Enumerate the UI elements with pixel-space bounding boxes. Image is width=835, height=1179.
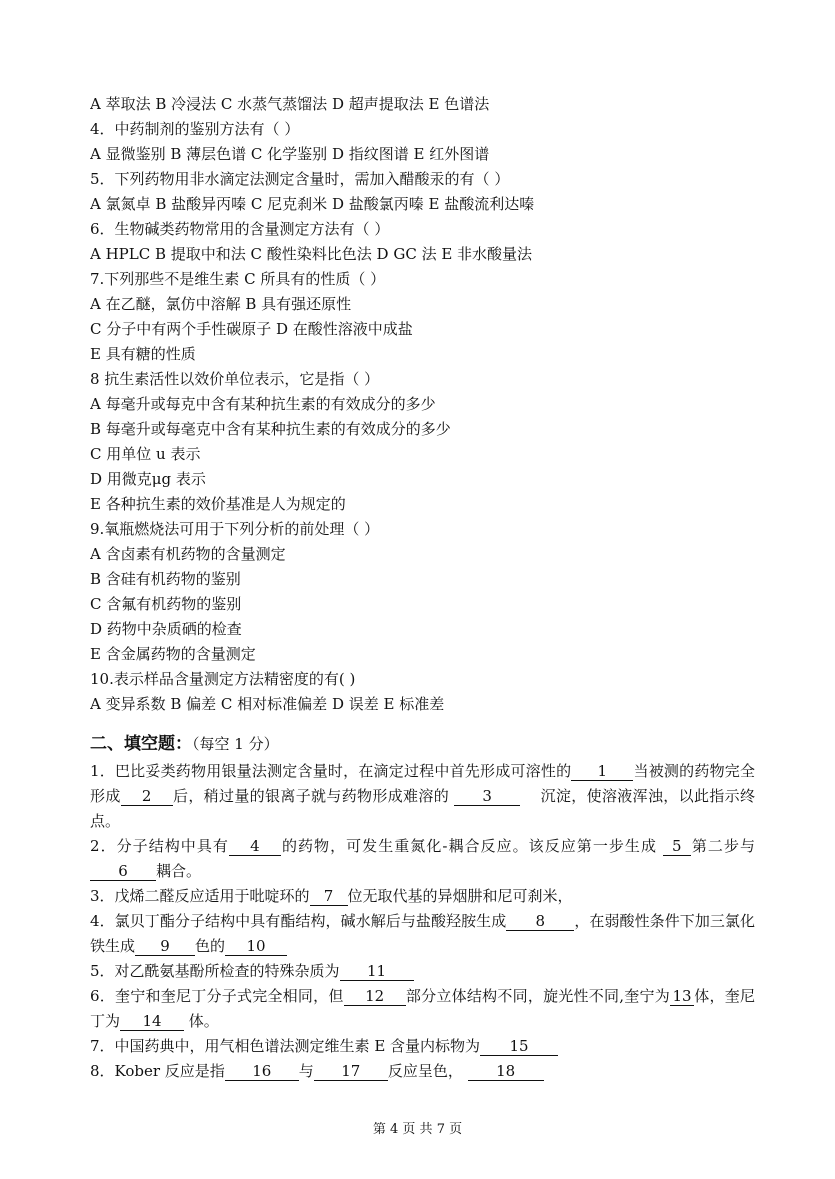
fill-q6-text-d: 体。 xyxy=(188,1012,219,1030)
fill-section-title xyxy=(90,731,755,757)
mc-q4-stem: 4．中药制剂的鉴别方法有（ ） xyxy=(90,120,300,138)
fill-q1-text-c: 后，稍过量的银离子就与药物形成难溶的 xyxy=(172,787,450,805)
mc-q7-option-e: E 具有糖的性质 xyxy=(90,345,196,363)
mc-q9-option-c: C 含氟有机药物的鉴别 xyxy=(90,595,242,613)
blank-5[interactable]: 5 xyxy=(663,837,691,856)
fill-q8-text-a: 8．Kober 反应是指 xyxy=(90,1062,225,1080)
blank-12[interactable]: 12 xyxy=(344,987,406,1006)
fill-title-text: 二、填空题： xyxy=(90,734,192,754)
mc-q9-option-e: E 含金属药物的含量测定 xyxy=(90,645,256,663)
fill-q6-text-b: 部分立体结构不同，旋光性不同,奎宁为 xyxy=(405,987,671,1005)
blank-8[interactable]: 8 xyxy=(506,912,574,931)
mc-q9-option-b: B 含硅有机药物的鉴别 xyxy=(90,570,241,588)
blank-7[interactable]: 7 xyxy=(310,887,348,906)
blank-11[interactable]: 11 xyxy=(340,962,414,981)
blank-3[interactable]: 3 xyxy=(454,787,520,806)
fill-q1-text-d: 沉淀，使溶液浑浊，以此指示终点。 xyxy=(90,787,755,830)
fill-q5-text-a: 5．对乙酰氨基酚所检查的特殊杂质为 xyxy=(90,962,340,980)
blank-15[interactable]: 15 xyxy=(480,1037,558,1056)
fill-q6-text-c: 体，奎尼丁为 xyxy=(90,987,755,1030)
blank-16[interactable]: 16 xyxy=(225,1062,299,1081)
fill-q1-text-a: 1．巴比妥类药物用银量法测定含量时，在滴定过程中首先形成可溶性的 xyxy=(90,762,572,780)
fill-q3-text-b: 位无取代基的异烟肼和尼可刹米， xyxy=(347,887,573,905)
mc-q5-options: A 氯氮卓 B 盐酸异丙嗪 C 尼克刹米 D 盐酸氯丙嗪 E 盐酸流利达嗪 xyxy=(90,195,535,213)
fill-title-note: （每空 1 分） xyxy=(192,735,279,753)
fill-q4-text-c: 色的 xyxy=(195,937,226,955)
fill-q6-text-a: 6．奎宁和奎尼丁分子式完全相同，但 xyxy=(90,987,344,1005)
mc-q4-options: A 显微鉴别 B 薄层色谱 C 化学鉴别 D 指纹图谱 E 红外图谱 xyxy=(90,145,490,163)
mc-q9-option-d: D 药物中杂质硒的检查 xyxy=(90,620,242,638)
blank-6[interactable]: 6 xyxy=(90,862,156,881)
blank-14[interactable]: 14 xyxy=(120,1012,184,1031)
mc-q8-option-b: B 每毫升或每毫克中含有某种抗生素的有效成分的多少 xyxy=(90,420,451,438)
fill-q1 xyxy=(90,759,755,834)
fill-q2-text-c: 第二步与 xyxy=(690,837,755,855)
fill-q8-text-b: 与 xyxy=(298,1062,314,1080)
mc-q9-stem: 9.氧瓶燃烧法可用于下列分析的前处理（ ） xyxy=(90,520,380,538)
fill-q4 xyxy=(90,909,755,959)
mc-q8-stem: 8 抗生素活性以效价单位表示，它是指（ ） xyxy=(90,370,380,388)
fill-q8-text-c: 反应呈色， xyxy=(387,1062,463,1080)
page-footer: 第 4 页 共 7 页 xyxy=(372,1122,463,1137)
fill-q2-text-b: 的药物，可发生重氮化-耦合反应。该反应第一步生成 xyxy=(280,837,658,855)
fill-q2-text-a: 2．分子结构中具有 xyxy=(90,837,229,855)
fill-q6 xyxy=(90,984,755,1034)
mc-q10-stem: 10.表示样品含量测定方法精密度的有( ) xyxy=(90,670,356,688)
fill-q7 xyxy=(90,1034,755,1059)
mc-q7-options-cd: C 分子中有两个手性碳原子 D 在酸性溶液中成盐 xyxy=(90,320,413,338)
blank-17[interactable]: 17 xyxy=(314,1062,388,1081)
mc-q7-stem: 7.下列那些不是维生素 C 所具有的性质（ ） xyxy=(90,270,386,288)
blank-13[interactable]: 13 xyxy=(670,987,694,1006)
fill-q4-text-a: 4．氯贝丁酯分子结构中具有酯结构，碱水解后与盐酸羟胺生成 xyxy=(90,912,507,930)
fill-q8 xyxy=(90,1059,755,1084)
blank-10[interactable]: 10 xyxy=(225,937,287,956)
mc-q5-stem: 5．下列药物用非水滴定法测定含量时，需加入醋酸汞的有（ ） xyxy=(90,170,510,188)
blank-1[interactable]: 1 xyxy=(571,762,633,781)
blank-2[interactable]: 2 xyxy=(121,787,173,806)
mc-q10-options: A 变异系数 B 偏差 C 相对标准偏差 D 误差 E 标准差 xyxy=(90,695,445,713)
mc-q8-option-d: D 用微克μg 表示 xyxy=(90,470,206,488)
fill-q3-text-a: 3．戊烯二醛反应适用于吡啶环的 xyxy=(90,887,310,905)
mc-q6-options: A HPLC B 提取中和法 C 酸性染料比色法 D GC 法 E 非水酸量法 xyxy=(90,245,533,263)
blank-18[interactable]: 18 xyxy=(468,1062,544,1081)
fill-q4-text-b: ，在弱酸性条件下加三氯化铁生成 xyxy=(90,912,755,955)
mc-q3-options: A 萃取法 B 冷浸法 C 水蒸气蒸馏法 D 超声提取法 E 色谱法 xyxy=(90,95,490,113)
blank-4[interactable]: 4 xyxy=(229,837,281,856)
mc-q7-options-ab: A 在乙醚，氯仿中溶解 B 具有强还原性 xyxy=(90,295,352,313)
page-content xyxy=(90,92,755,1084)
fill-q5 xyxy=(90,959,755,984)
mc-q8-option-a: A 每毫升或每克中含有某种抗生素的有效成分的多少 xyxy=(90,395,436,413)
fill-q7-text-a: 7．中国药典中，用气相色谱法测定维生素 E 含量内标物为 xyxy=(90,1037,481,1055)
fill-q2-text-d: 耦合。 xyxy=(156,862,202,880)
fill-q2 xyxy=(90,834,755,884)
mc-q8-option-c: C 用单位 u 表示 xyxy=(90,445,201,463)
fill-q3 xyxy=(90,884,755,909)
blank-9[interactable]: 9 xyxy=(135,937,195,956)
mc-q9-option-a: A 含卤素有机药物的含量测定 xyxy=(90,545,286,563)
fill-q1-text-b: 当被测的药物完全形成 xyxy=(90,762,755,805)
mc-q6-stem: 6．生物碱类药物常用的含量测定方法有（ ） xyxy=(90,220,390,238)
mc-q8-option-e: E 各种抗生素的效价基准是人为规定的 xyxy=(90,495,346,513)
